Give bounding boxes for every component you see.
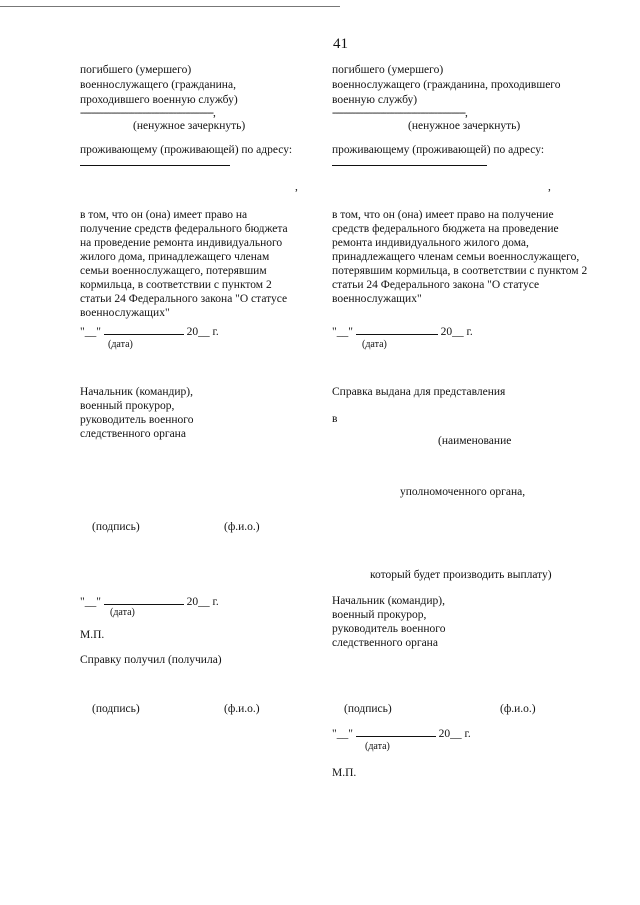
- left-date2-year: 20__ г.: [186, 596, 219, 608]
- right-right-text-2: средств федерального бюджета на проведение: [332, 223, 559, 235]
- left-fio-label: (ф.и.о.): [224, 521, 260, 533]
- right-in-label: в: [332, 413, 338, 425]
- left-date2-label: (дата): [110, 607, 135, 618]
- left-right-text-3: на проведение ремонта индивидуального: [80, 237, 283, 249]
- left-deceased-line-2: военнослужащего (гражданина,: [80, 79, 236, 91]
- page-number: 41: [333, 36, 348, 52]
- left-date1-year: 20__ г.: [186, 326, 219, 338]
- left-right-text-7: статьи 24 Федерального закона "О статусе: [80, 293, 288, 305]
- right-naming-label: (наименование: [438, 435, 512, 447]
- left-deceased-line-1: погибшего (умершего): [80, 64, 192, 76]
- left-address-comma: ,: [295, 181, 298, 193]
- left-right-text-4: жилого дома, принадлежащего членам: [80, 251, 270, 263]
- left-strike-note: (ненужное зачеркнуть): [133, 120, 246, 132]
- left-residing-label: проживающему (проживающей) по адресу:: [80, 144, 293, 156]
- left-dash-line: -----------------------------------------------,: [80, 107, 215, 119]
- left-chief-line-3: руководитель военного: [80, 414, 194, 426]
- left-received: Справку получил (получила): [80, 654, 222, 666]
- left-deceased-line-3: проходившего военную службу): [80, 94, 238, 106]
- right-date1: [332, 324, 473, 339]
- right-residing-label: проживающему (проживающей) по адресу:: [332, 144, 545, 156]
- right-deceased-line-2: военнослужащего (гражданина, проходившего: [332, 79, 561, 91]
- right-deceased-line-3: военную службу): [332, 94, 418, 106]
- left-mp: М.П.: [80, 629, 105, 641]
- left-date2-month-line: [104, 594, 184, 605]
- right-right-text-4: принадлежащего членам семьи военнослужащего,: [332, 251, 580, 263]
- right-date2-year: 20__ г.: [438, 728, 471, 740]
- right-date1-month-line: [356, 324, 438, 335]
- right-date2-quote: "__": [332, 728, 353, 740]
- left-sign2-label: (подпись): [92, 703, 140, 715]
- right-date1-year: 20__ г.: [440, 326, 473, 338]
- right-chief-line-1: Начальник (командир),: [332, 595, 445, 607]
- right-date2-month-line: [356, 726, 436, 737]
- left-address-line: [80, 165, 230, 166]
- left-date1-month-line: [104, 324, 184, 335]
- left-chief-line-1: Начальник (командир),: [80, 386, 193, 398]
- right-date2-label: (дата): [365, 741, 390, 752]
- right-deceased-line-1: погибшего (умершего): [332, 64, 444, 76]
- top-border-line: [0, 6, 340, 7]
- right-right-text-7: военнослужащих": [332, 293, 422, 305]
- left-fio2-label: (ф.и.о.): [224, 703, 260, 715]
- right-address-comma: ,: [548, 181, 551, 193]
- right-sign-label: (подпись): [344, 703, 392, 715]
- left-right-text-6: кормильца, в соответствии с пунктом 2: [80, 279, 272, 291]
- right-fio-label: (ф.и.о.): [500, 703, 536, 715]
- left-right-text-2: получение средств федерального бюджета: [80, 223, 288, 235]
- left-right-text-5: семьи военнослужащего, потерявшим: [80, 265, 267, 277]
- right-chief-line-3: руководитель военного: [332, 623, 446, 635]
- left-sign-label: (подпись): [92, 521, 140, 533]
- left-date2: [80, 594, 219, 609]
- right-right-text-5: потерявшим кормильца, в соответствии с пунктом 2: [332, 265, 588, 277]
- right-chief-line-2: военный прокурор,: [332, 609, 427, 621]
- left-date1: [80, 324, 219, 339]
- right-mp: М.П.: [332, 767, 357, 779]
- left-date2-quote: "__": [80, 596, 101, 608]
- right-right-text-1: в том, что он (она) имеет право на получение: [332, 209, 554, 221]
- right-right-text-6: статьи 24 Федерального закона "О статусе: [332, 279, 540, 291]
- right-date2: [332, 726, 471, 741]
- right-date1-label: (дата): [362, 339, 387, 350]
- left-date1-quote: "__": [80, 326, 101, 338]
- right-address-line: [332, 165, 487, 166]
- left-chief-line-4: следственного органа: [80, 428, 186, 440]
- right-strike-note: (ненужное зачеркнуть): [408, 120, 521, 132]
- right-date1-quote: "__": [332, 326, 353, 338]
- left-chief-line-2: военный прокурор,: [80, 400, 175, 412]
- right-dash-line: -----------------------------------------------,: [332, 107, 467, 119]
- left-right-text-1: в том, что он (она) имеет право на: [80, 209, 248, 221]
- left-date1-label: (дата): [108, 339, 133, 350]
- right-issued-label: Справка выдана для представления: [332, 386, 506, 398]
- right-authorized-label: уполномоченного органа,: [400, 486, 526, 498]
- right-right-text-3: ремонта индивидуального жилого дома,: [332, 237, 529, 249]
- right-chief-line-4: следственного органа: [332, 637, 438, 649]
- left-right-text-8: военнослужащих": [80, 307, 170, 319]
- right-payer-label: который будет производить выплату): [370, 569, 552, 581]
